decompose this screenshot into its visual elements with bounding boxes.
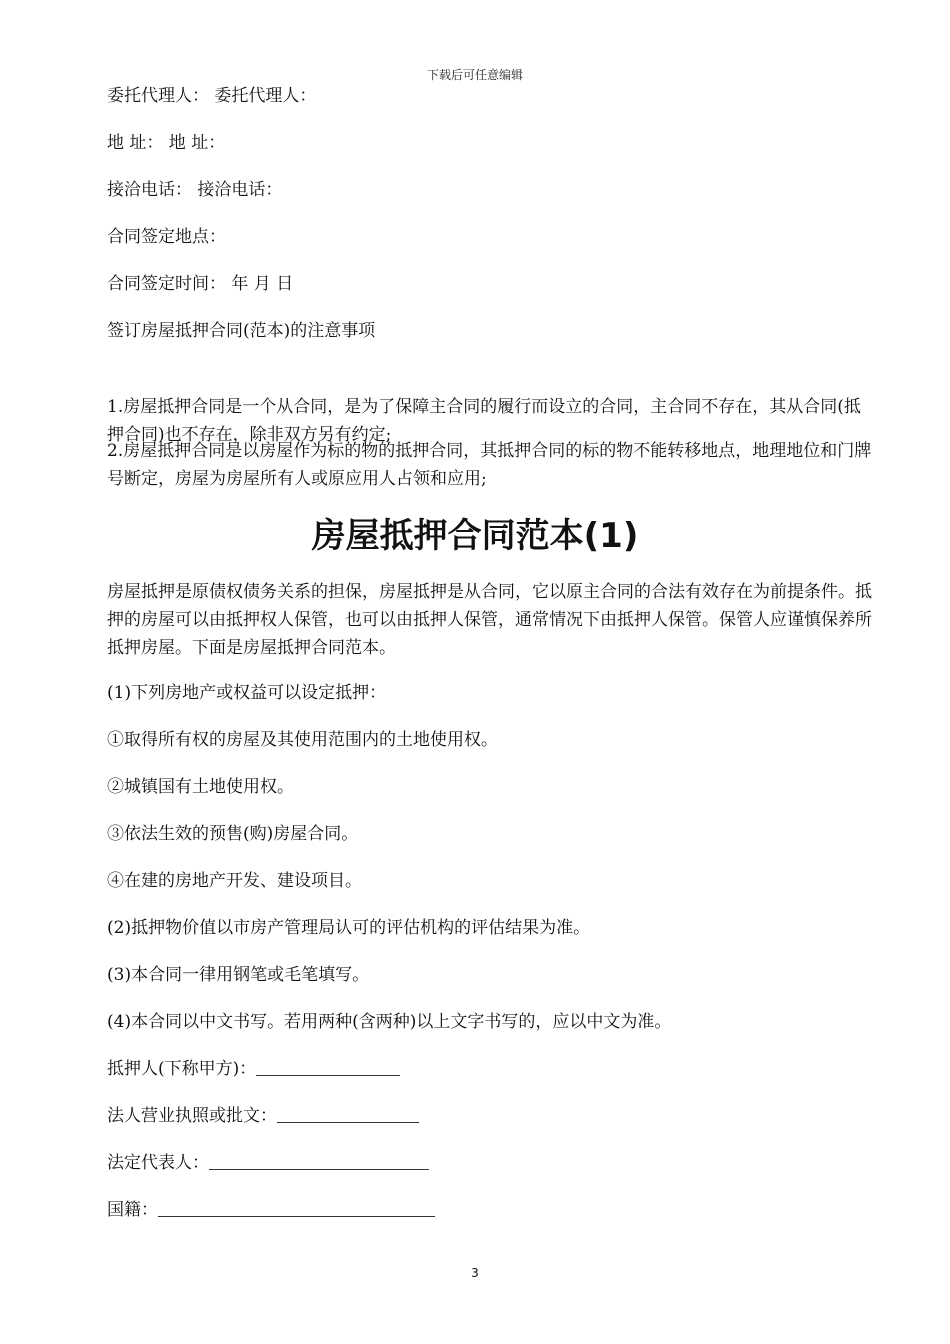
list-item: (3)本合同一律用钢笔或毛笔填写。 [107,965,370,985]
form-field-license [107,1106,419,1126]
form-field-representative [107,1153,429,1173]
document-title: 房屋抵押合同范本(1) [311,516,639,556]
phone-field-line: 接洽电话： 接洽电话： [107,180,283,200]
list-item: (2)抵押物价值以市房产管理局认可的评估机构的评估结果为准。 [107,918,591,938]
intro-paragraph [107,578,874,662]
note-paragraph-2 [107,437,874,493]
form-field-label: 国籍： [107,1200,158,1220]
license-blank[interactable] [277,1106,419,1123]
page-number: 3 [471,1266,479,1280]
agent-field-line: 委托代理人： 委托代理人： [107,86,317,106]
mortgagor-blank[interactable] [256,1059,400,1076]
form-field-label: 抵押人(下称甲方)： [107,1059,257,1079]
nationality-blank[interactable] [158,1200,435,1217]
intro-text: 房屋抵押是原债权债务关系的担保，房屋抵押是从合同，它以原主合同的合法有效存在为前提条件。抵押的房屋可以由抵押权人保管，也可以由抵押人保管，通常情况下由抵押人保管。保管人应谨慎保养所抵押房屋。下面是房屋抵押合同范本。 [107,582,872,658]
form-field-label: 法定代表人： [107,1153,209,1173]
note-2-text: 2.房屋抵押合同是以房屋作为标的物的抵押合同，其抵押合同的标的物不能转移地点，地理地位和门牌号断定，房屋为房屋所有人或原应用人占领和应用; [107,441,872,489]
list-item: (1)下列房地产或权益可以设定抵押： [107,683,387,703]
header-note: 下载后可任意编辑 [426,68,523,82]
list-item: ③依法生效的预售(购)房屋合同。 [107,824,359,844]
list-item: ②城镇国有土地使用权。 [107,777,294,797]
notes-heading: 签订房屋抵押合同(范本)的注意事项 [107,321,376,341]
list-item: ④在建的房地产开发、建设项目。 [107,871,362,891]
note-1-text: 1.房屋抵押合同是一个从合同，是为了保障主合同的履行而设立的合同，主合同不存在，其从合同(抵押合同)也不存在，除非双方另有约定; [107,397,861,445]
list-item: (4)本合同以中文书写。若用两种(含两种)以上文字书写的，应以中文为准。 [107,1012,672,1032]
form-field-mortgagor [107,1059,400,1079]
signing-place-line: 合同签定地点： [107,227,226,247]
list-item: ①取得所有权的房屋及其使用范围内的土地使用权。 [107,730,498,750]
address-field-line: 地 址： 地 址： [107,133,226,153]
representative-blank[interactable] [209,1153,429,1170]
form-field-label: 法人营业执照或批文： [107,1106,277,1126]
signing-date-line: 合同签定时间： 年 月 日 [107,274,294,294]
form-field-nationality [107,1200,435,1220]
